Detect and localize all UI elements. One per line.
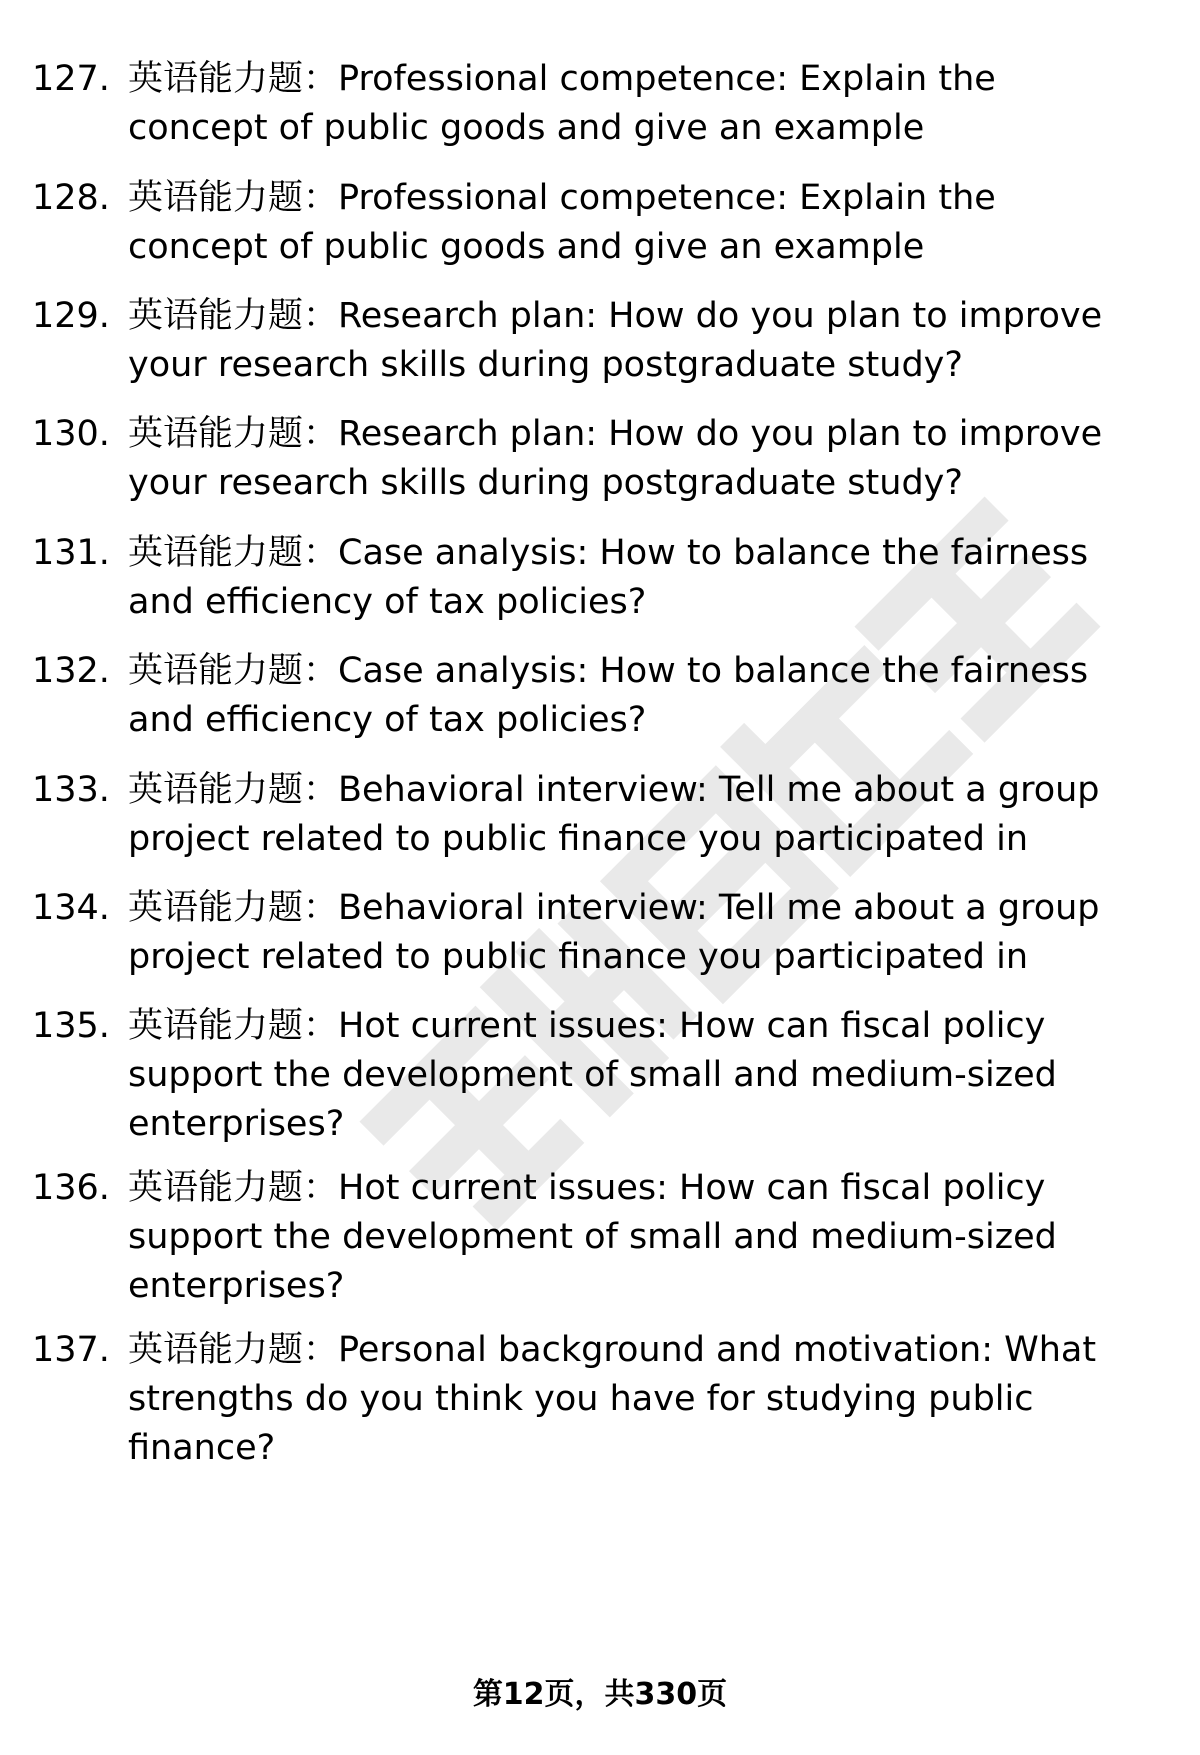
question-body — [128, 766, 1138, 864]
question-category: 英语能力题： — [128, 651, 339, 691]
question-number: 136. — [32, 1168, 110, 1208]
question-item — [32, 292, 1182, 390]
question-body — [128, 1164, 1138, 1311]
question-text: Case analysis: How to balance the fairness and efficiency of tax policies? — [128, 533, 1089, 622]
question-body — [128, 174, 1138, 272]
question-number: 127. — [32, 59, 110, 99]
question-category: 英语能力题： — [128, 1330, 339, 1370]
question-text: Hot current issues: How can fiscal policy support the development of small and medium-sized enterprises? — [128, 1168, 1057, 1306]
question-number: 132. — [32, 651, 110, 691]
question-number: 137. — [32, 1330, 110, 1370]
question-text: Professional competence: Explain the concept of public goods and give an example — [128, 59, 996, 148]
question-item — [32, 529, 1182, 627]
page-number-footer: 第12页，共330页 — [472, 1677, 728, 1712]
question-text: Personal background and motivation: What strengths do you think you have for studying public finance? — [128, 1330, 1097, 1468]
question-number: 131. — [32, 533, 110, 573]
question-category: 英语能力题： — [128, 178, 339, 218]
question-item — [32, 766, 1182, 864]
question-text: Behavioral interview: Tell me about a group project related to public finance you participated in — [128, 888, 1100, 977]
question-body — [128, 884, 1138, 982]
question-text: Behavioral interview: Tell me about a group project related to public finance you participated in — [128, 770, 1100, 859]
question-category: 英语能力题： — [128, 296, 339, 336]
question-text: Hot current issues: How can fiscal policy support the development of small and medium-sized enterprises? — [128, 1006, 1057, 1144]
question-category: 英语能力题： — [128, 414, 339, 454]
question-text: Research plan: How do you plan to improve your research skills during postgraduate study? — [128, 296, 1103, 385]
question-number: 128. — [32, 178, 110, 218]
question-category: 英语能力题： — [128, 533, 339, 573]
question-category: 英语能力题： — [128, 59, 339, 99]
question-item — [32, 410, 1182, 508]
question-item — [32, 647, 1182, 745]
question-text: Case analysis: How to balance the fairness and efficiency of tax policies? — [128, 651, 1089, 740]
question-body — [128, 1002, 1138, 1149]
question-number: 129. — [32, 296, 110, 336]
question-item — [32, 1002, 1182, 1149]
question-body — [128, 529, 1138, 627]
question-body — [128, 410, 1138, 508]
question-number: 133. — [32, 770, 110, 810]
question-text: Professional competence: Explain the concept of public goods and give an example — [128, 178, 996, 267]
question-number: 130. — [32, 414, 110, 454]
question-body — [128, 647, 1138, 745]
question-body — [128, 292, 1138, 390]
question-body — [128, 1326, 1138, 1473]
question-category: 英语能力题： — [128, 770, 339, 810]
question-body — [128, 55, 1138, 153]
question-category: 英语能力题： — [128, 1006, 339, 1046]
question-number: 135. — [32, 1006, 110, 1046]
question-number: 134. — [32, 888, 110, 928]
question-category: 英语能力题： — [128, 888, 339, 928]
question-category: 英语能力题： — [128, 1168, 339, 1208]
question-item — [32, 1164, 1182, 1311]
question-item — [32, 55, 1182, 153]
question-item — [32, 174, 1182, 272]
question-text: Research plan: How do you plan to improve your research skills during postgraduate study? — [128, 414, 1103, 503]
question-item — [32, 1326, 1182, 1473]
question-item — [32, 884, 1182, 982]
